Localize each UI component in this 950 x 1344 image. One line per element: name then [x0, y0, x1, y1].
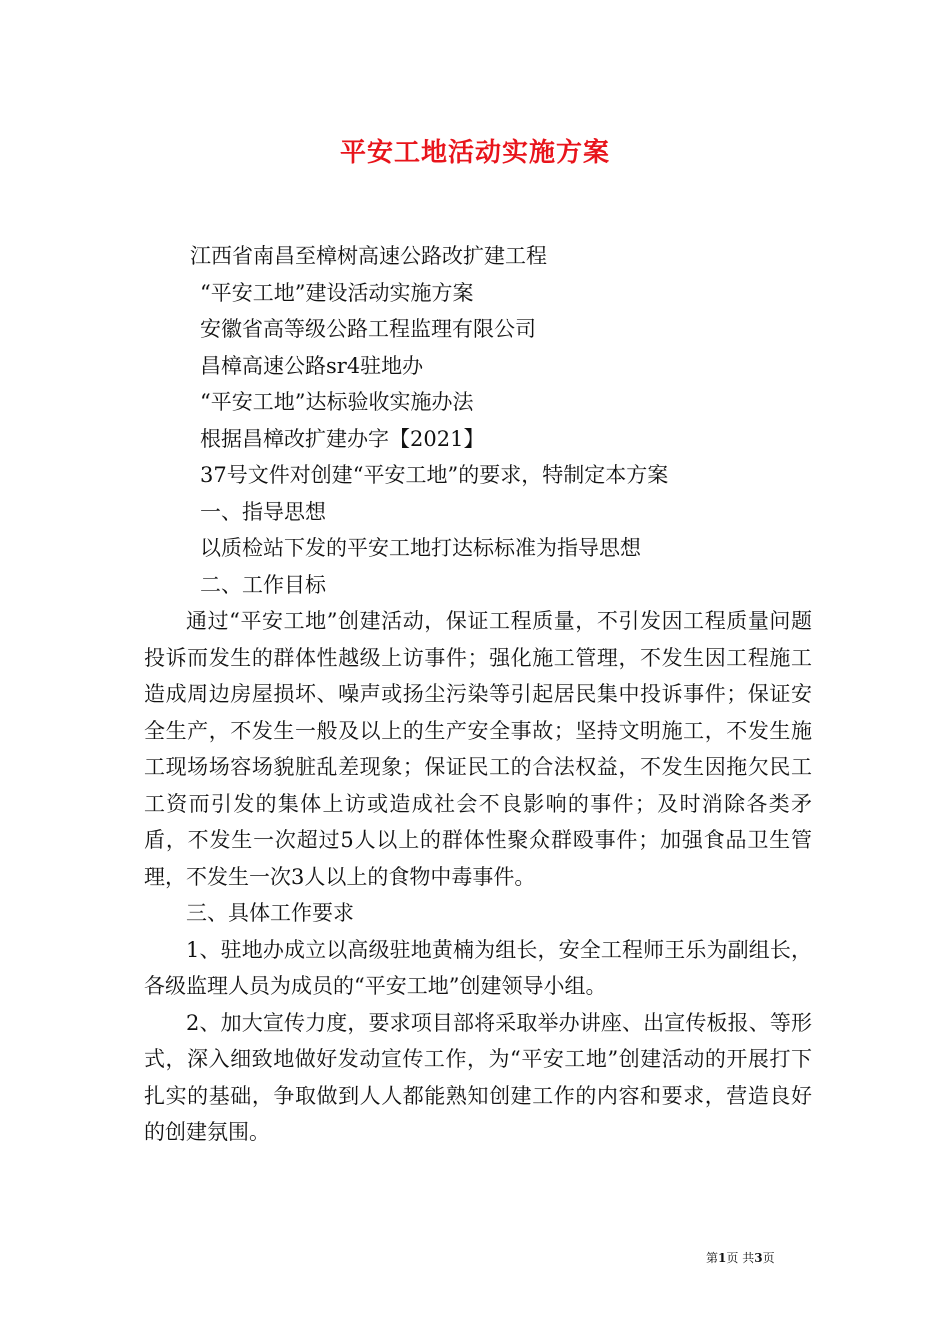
header-line-basis: 根据昌樟改扩建办字【2021】 — [200, 426, 485, 451]
footer-middle: 页 共 — [726, 1251, 755, 1265]
goals-paragraph: 通过“平安工地”创建活动，保证工程质量，不引发因工程质量问题投诉而发生的群体性越级上访事件；强化施工管理，不发生因工程施工造成周边房屋损坏、噪声或扬尘污染等引起居民集中投诉事件；保证安全生产，不发生一般及以上的生产安全事故；坚持文明施工，不发生施工现场场容场貌脏乱差现象；保证民工的合法权益，不发生因拖欠民工工资而引发的集体上访或造成社会不良影响的事件；及时消除各类矛盾，不发生一次超过5人以上的群体性聚众群殴事件；加强食品卫生管理，不发生一次3人以上的食物中毒事件。 — [144, 609, 812, 889]
requirement-item-1: 1、驻地办成立以高级驻地黄楠为组长，安全工程师王乐为副组长，各级监理人员为成员的“平安工地”创建领导小组。 — [144, 937, 812, 998]
footer-suffix: 页 — [762, 1251, 775, 1265]
header-line-method: “平安工地”达标验收实施办法 — [200, 390, 474, 414]
footer-prefix: 第 — [706, 1251, 719, 1265]
section-heading-requirements: 三、具体工作要求 — [186, 901, 354, 925]
guiding-text: 以质检站下发的平安工地打达标标准为指导思想 — [200, 536, 641, 560]
footer-current-page: 1 — [718, 1251, 727, 1265]
section-heading-goals: 二、工作目标 — [200, 572, 326, 597]
header-line-basis-cont: 37号文件对创建“平安工地”的要求，特制定本方案 — [200, 463, 669, 487]
header-line-project: 江西省南昌至樟树高速公路改扩建工程 — [190, 244, 547, 268]
requirement-item-2: 2、加大宣传力度，要求项目部将采取举办讲座、出宣传板报、等形式，深入细致地做好发动宣传工作，为“平安工地”创建活动的开展打下扎实的基础，争取做到人人都能熟知创建工作的内容和要求，营造良好的创建氛围。 — [144, 1010, 812, 1144]
document-body — [144, 238, 812, 1151]
page-footer — [706, 1249, 775, 1266]
header-line-office: 昌樟高速公路sr4驻地办 — [200, 353, 424, 378]
header-line-plan: “平安工地”建设活动实施方案 — [200, 280, 474, 305]
document-title: 平安工地活动实施方案 — [339, 138, 610, 168]
header-line-company: 安徽省高等级公路工程监理有限公司 — [200, 317, 536, 341]
section-heading-guiding: 一、指导思想 — [200, 499, 326, 524]
footer-total-pages: 3 — [754, 1251, 763, 1265]
